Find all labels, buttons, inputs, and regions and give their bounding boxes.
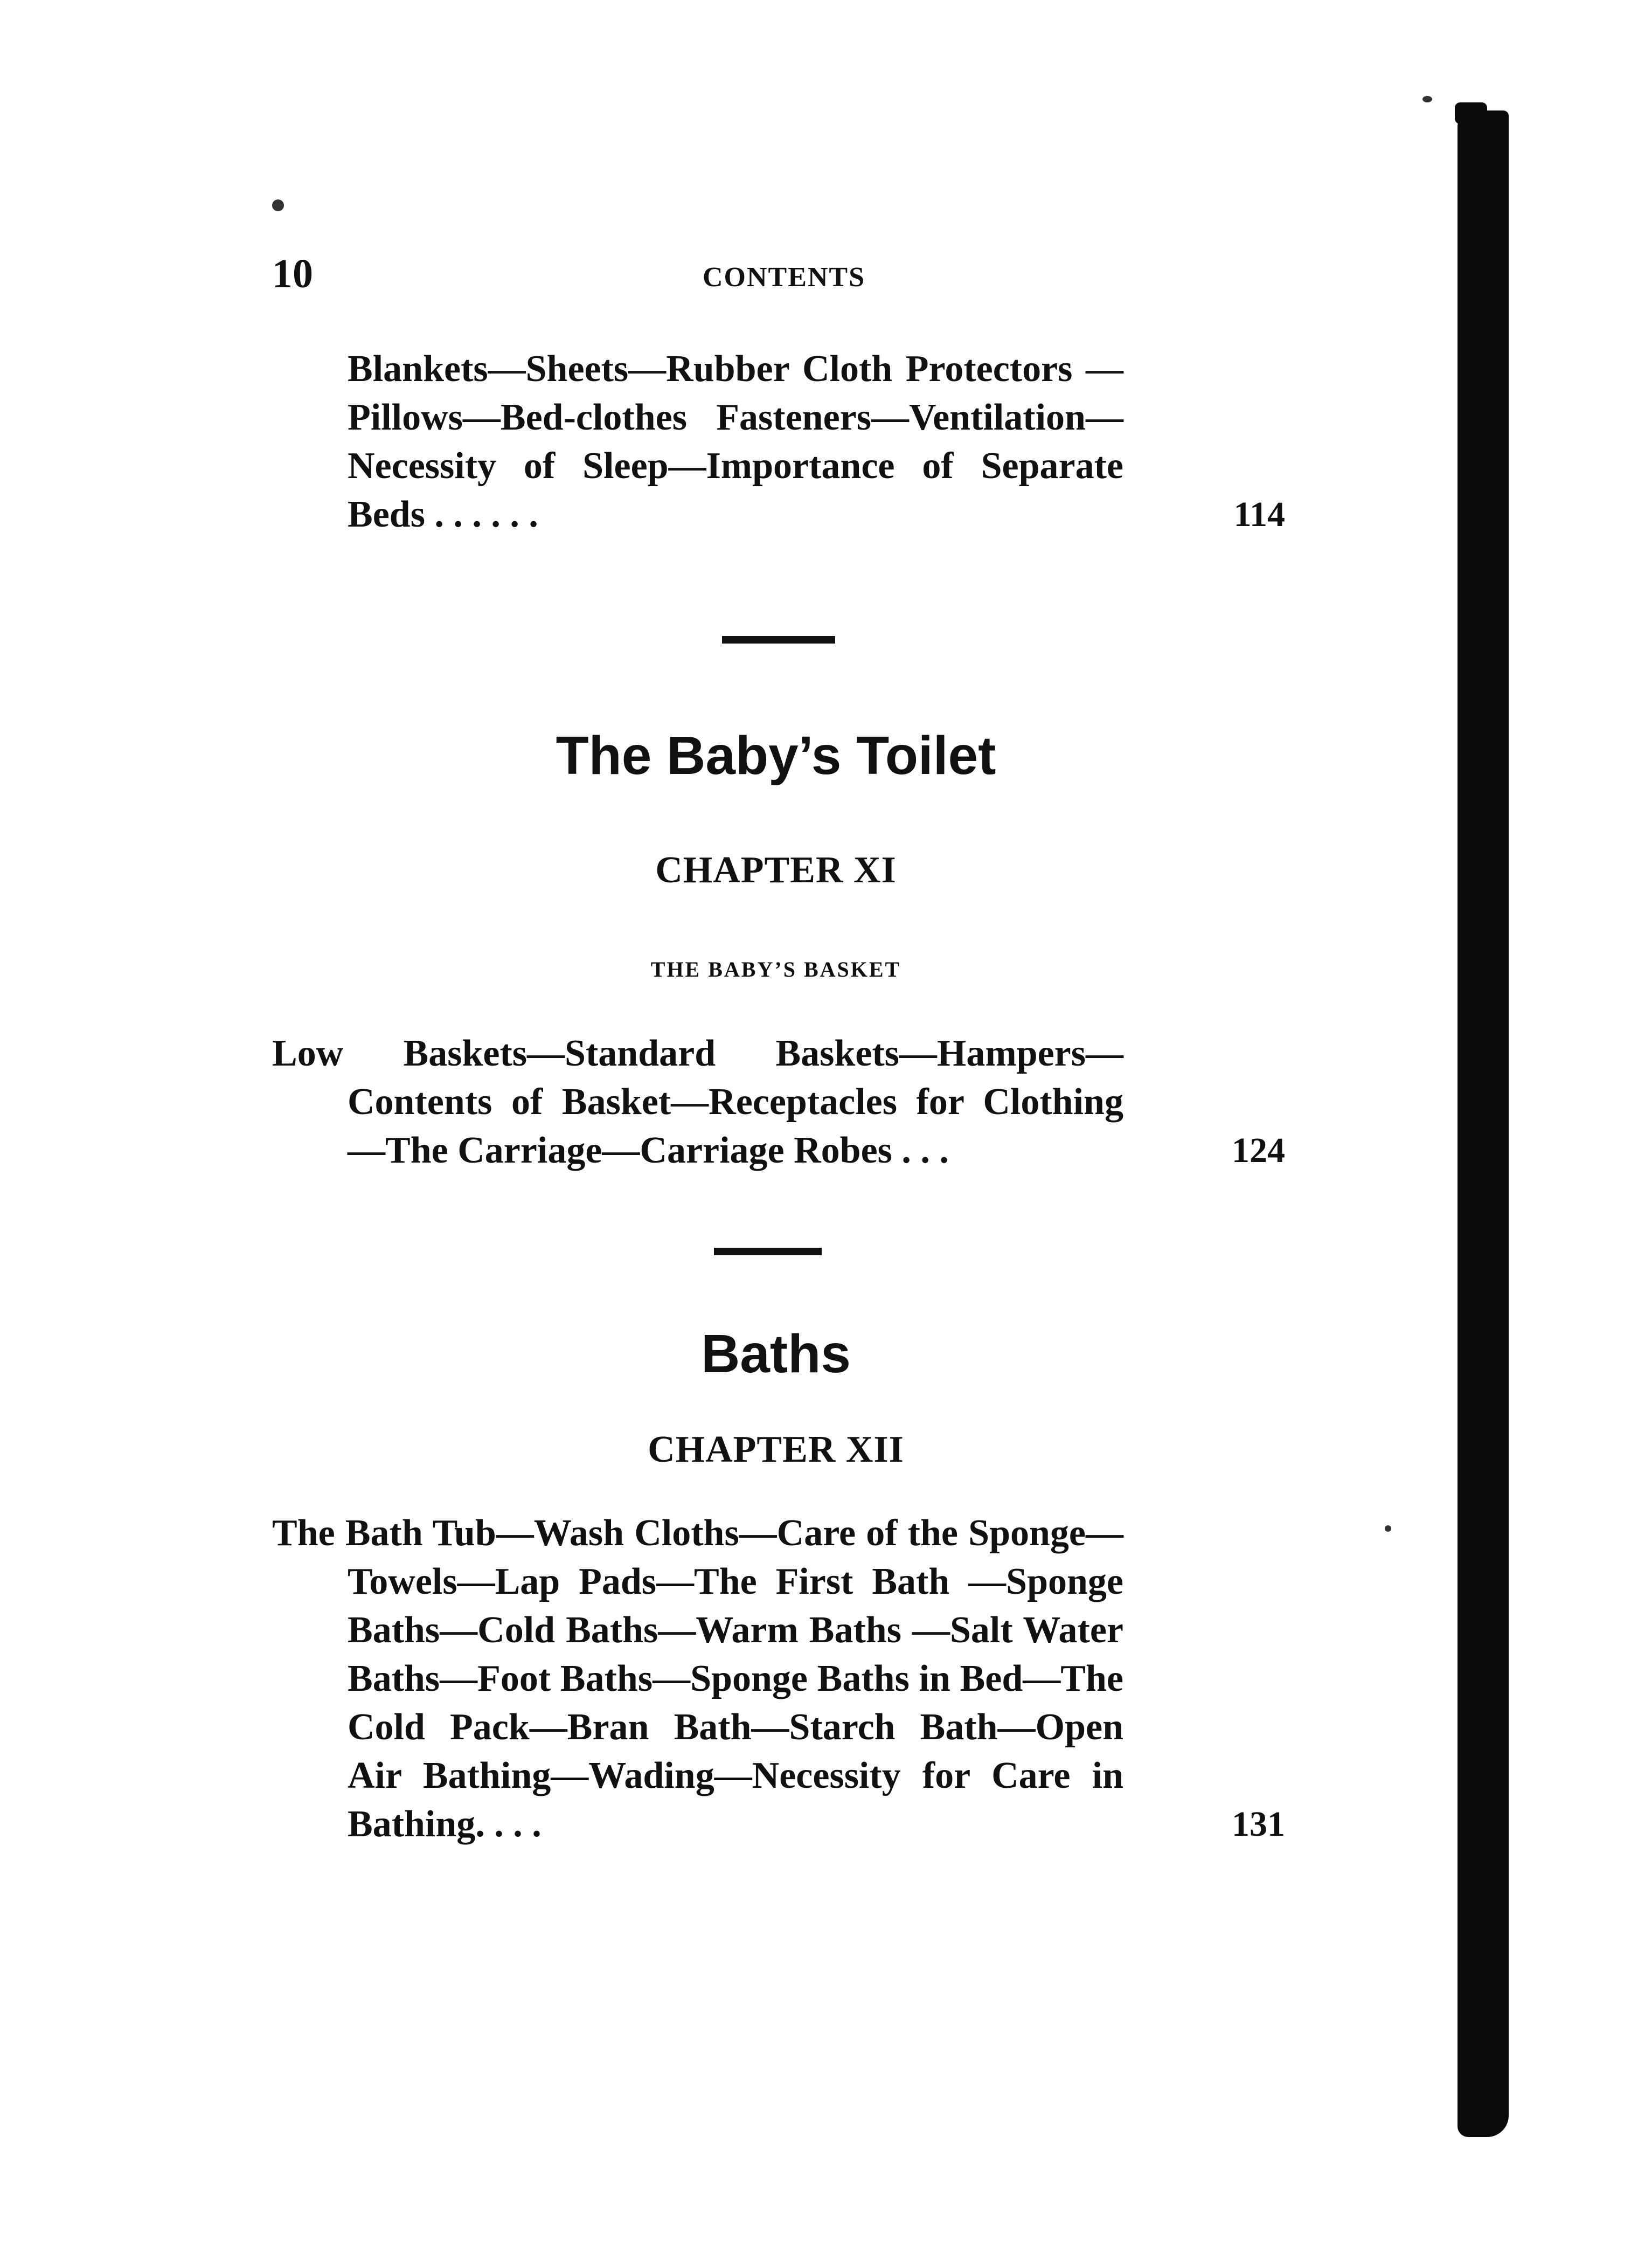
toc-entry bbox=[272, 345, 1285, 539]
ink-speck bbox=[1385, 1525, 1391, 1532]
toc-entry-page: 114 bbox=[1233, 495, 1285, 534]
toc-entry-text: Blankets—Sheets—Rubber Cloth Protectors —Pillows—Bed-clothes Fasteners—Ventilation—Necessity of Sleep—Importance of Separate Beds . . . . . . bbox=[348, 348, 1123, 535]
toc-entry-page: 124 bbox=[1232, 1131, 1285, 1170]
running-head bbox=[272, 251, 1282, 315]
running-title: CONTENTS bbox=[702, 262, 866, 293]
chapter-subtitle: THE BABY’S BASKET bbox=[650, 957, 901, 981]
ink-speck bbox=[272, 199, 284, 211]
section-title: Baths bbox=[701, 1324, 851, 1384]
section-divider bbox=[714, 1248, 822, 1255]
ink-speck bbox=[1422, 96, 1432, 102]
section-divider bbox=[722, 636, 835, 644]
toc-entry-page: 131 bbox=[1232, 1804, 1285, 1844]
toc-entry-text: Low Baskets—Standard Baskets—Hampers—Contents of Basket—Receptacles for Clothing —The Carriage—Carriage Robes . . . bbox=[272, 1033, 1123, 1171]
toc-entry bbox=[272, 1509, 1285, 1849]
chapter-heading: CHAPTER XII bbox=[648, 1429, 904, 1470]
page-number: 10 bbox=[272, 251, 313, 296]
section-title: The Baby’s Toilet bbox=[556, 725, 996, 786]
scan-dark-edge bbox=[1458, 110, 1509, 2137]
toc-entry bbox=[272, 1029, 1285, 1175]
toc-entry-text: The Bath Tub—Wash Cloths—Care of the Sponge—Towels—Lap Pads—The First Bath —Sponge Baths—Cold Baths—Warm Baths —Salt Water Baths—Foot Baths—Sponge Baths in Bed—The Cold Pack—Bran Bath—Starch Bath—Open Air Bathing—Wading—Necessity for Care in Bathing. . . . bbox=[272, 1512, 1123, 1845]
chapter-heading: CHAPTER XI bbox=[655, 849, 897, 891]
